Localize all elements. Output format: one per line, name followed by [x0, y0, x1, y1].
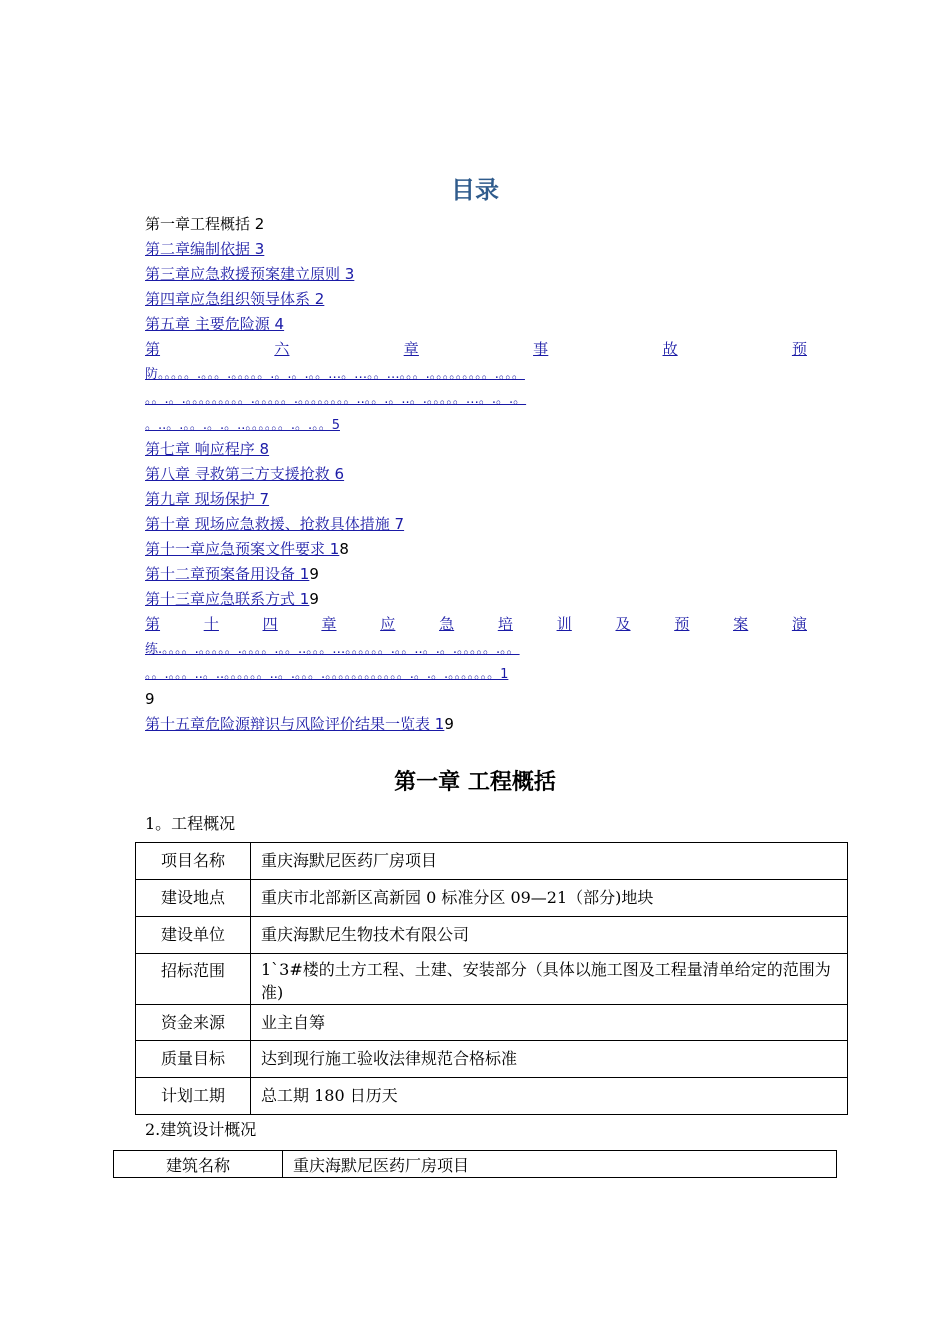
section-heading-2: 2.建筑设计概况 — [145, 1120, 257, 1139]
table-row — [114, 1151, 837, 1178]
row-value: 重庆市北部新区高新园 0 标准分区 09—21（部分)地块 — [251, 880, 848, 917]
row-label: 建筑名称 — [114, 1151, 283, 1178]
chapter-title: 第一章 工程概括 — [394, 770, 556, 795]
toc-item-3[interactable]: 第三章应急救援预案建立原则 3 — [145, 265, 355, 283]
row-value: 重庆海默尼医药厂房项目 — [251, 843, 848, 880]
toc-item-1: 第一章工程概括 2 — [145, 215, 265, 233]
row-value: 总工期 180 日历天 — [251, 1078, 848, 1115]
toc-char: 第 — [145, 340, 161, 358]
toc-char: 十 — [203, 615, 219, 633]
table-of-contents — [145, 212, 807, 737]
toc-item-6-leader-1[interactable]: 防。。。。。.。。。.。。。。。.。.。.。。…。…。。…。。。.。。。。。。。。。.。。。 — [145, 367, 525, 382]
toc-item-15-page: 9 — [444, 715, 454, 733]
toc-item-14-leader-1[interactable]: 练.。。。。.。。。。。.。。。。.。。..。。。…。。。。。。.。。..。.。.。。。。。.。。 — [145, 642, 520, 657]
toc-item-4[interactable]: 第四章应急组织领导体系 2 — [145, 290, 325, 308]
toc-char: 训 — [556, 615, 572, 633]
toc-item-12[interactable]: 第十二章预案备用设备 1 — [145, 565, 310, 583]
toc-char: 四 — [262, 615, 278, 633]
row-label: 项目名称 — [136, 843, 251, 880]
toc-char: 培 — [497, 615, 513, 633]
toc-item-8[interactable]: 第八章 寻救第三方支援抢救 6 — [145, 465, 345, 483]
table-row — [136, 917, 848, 954]
toc-char: 事 — [533, 340, 549, 358]
toc-item-11-page: 8 — [339, 540, 349, 558]
row-value: 达到现行施工验收法律规范合格标准 — [251, 1041, 848, 1078]
toc-char: 故 — [662, 340, 678, 358]
row-label: 质量目标 — [136, 1041, 251, 1078]
table-row — [136, 1041, 848, 1078]
toc-item-9[interactable]: 第九章 现场保护 7 — [145, 490, 270, 508]
toc-item-6-leader-3[interactable]: 。..。.。。.。.。..。。。。。。.。.。。5 — [145, 418, 340, 433]
project-overview-table — [135, 842, 848, 1115]
toc-char: 预 — [674, 615, 690, 633]
row-value: 业主自筹 — [251, 1005, 848, 1041]
row-value: 1`3#楼的土方工程、土建、安装部分（具体以施工图及工程量清单给定的范围为准) — [251, 954, 848, 1005]
table-row — [136, 880, 848, 917]
toc-item-6[interactable] — [145, 337, 807, 362]
toc-char: 预 — [791, 340, 807, 358]
toc-char: 应 — [380, 615, 396, 633]
toc-char: 及 — [615, 615, 631, 633]
toc-item-10[interactable]: 第十章 现场应急救援、抢救具体措施 7 — [145, 515, 405, 533]
toc-item-6-leader-2[interactable]: 。。.。.。。。。。。。。。.。。。。。.。。。。。。。。..。。.。..。.。。。。。…。.。.。 — [145, 392, 527, 407]
toc-item-5[interactable]: 第五章 主要危险源 4 — [145, 315, 285, 333]
toc-char: 急 — [439, 615, 455, 633]
section-heading-1: 1。工程概况 — [145, 814, 236, 833]
table-row — [136, 954, 848, 1005]
toc-item-15[interactable]: 第十五章危险源辩识与风险评价结果一览表 1 — [145, 715, 445, 733]
toc-item-12-page: 9 — [309, 565, 319, 583]
table-row — [136, 843, 848, 880]
toc-item-13[interactable]: 第十三章应急联系方式 1 — [145, 590, 310, 608]
table-row — [136, 1078, 848, 1115]
toc-item-13-page: 9 — [309, 590, 319, 608]
toc-char: 第 — [145, 615, 161, 633]
row-label: 招标范围 — [136, 954, 251, 1005]
row-label: 建设单位 — [136, 917, 251, 954]
toc-char: 章 — [403, 340, 419, 358]
toc-char: 章 — [321, 615, 337, 633]
toc-char: 案 — [733, 615, 749, 633]
row-value: 重庆海默尼生物技术有限公司 — [251, 917, 848, 954]
row-label: 建设地点 — [136, 880, 251, 917]
toc-item-14[interactable] — [145, 612, 807, 637]
table-row — [136, 1005, 848, 1041]
toc-item-14-leader-2[interactable]: 。。.。。。..。..。。。。。。..。.。。。.。。。。。。。。。。。。.。.。.。。。。。。。1 — [145, 667, 509, 682]
row-value: 重庆海默尼医药厂房项目 — [283, 1151, 837, 1178]
toc-title: 目录 — [451, 176, 499, 204]
row-label: 资金来源 — [136, 1005, 251, 1041]
building-design-table — [113, 1150, 837, 1178]
toc-char: 演 — [791, 615, 807, 633]
toc-char: 六 — [274, 340, 290, 358]
toc-item-11[interactable]: 第十一章应急预案文件要求 1 — [145, 540, 340, 558]
row-label: 计划工期 — [136, 1078, 251, 1115]
toc-item-7[interactable]: 第七章 响应程序 8 — [145, 440, 270, 458]
toc-item-2[interactable]: 第二章编制依据 3 — [145, 240, 265, 258]
toc-item-14-page: 9 — [145, 690, 155, 708]
